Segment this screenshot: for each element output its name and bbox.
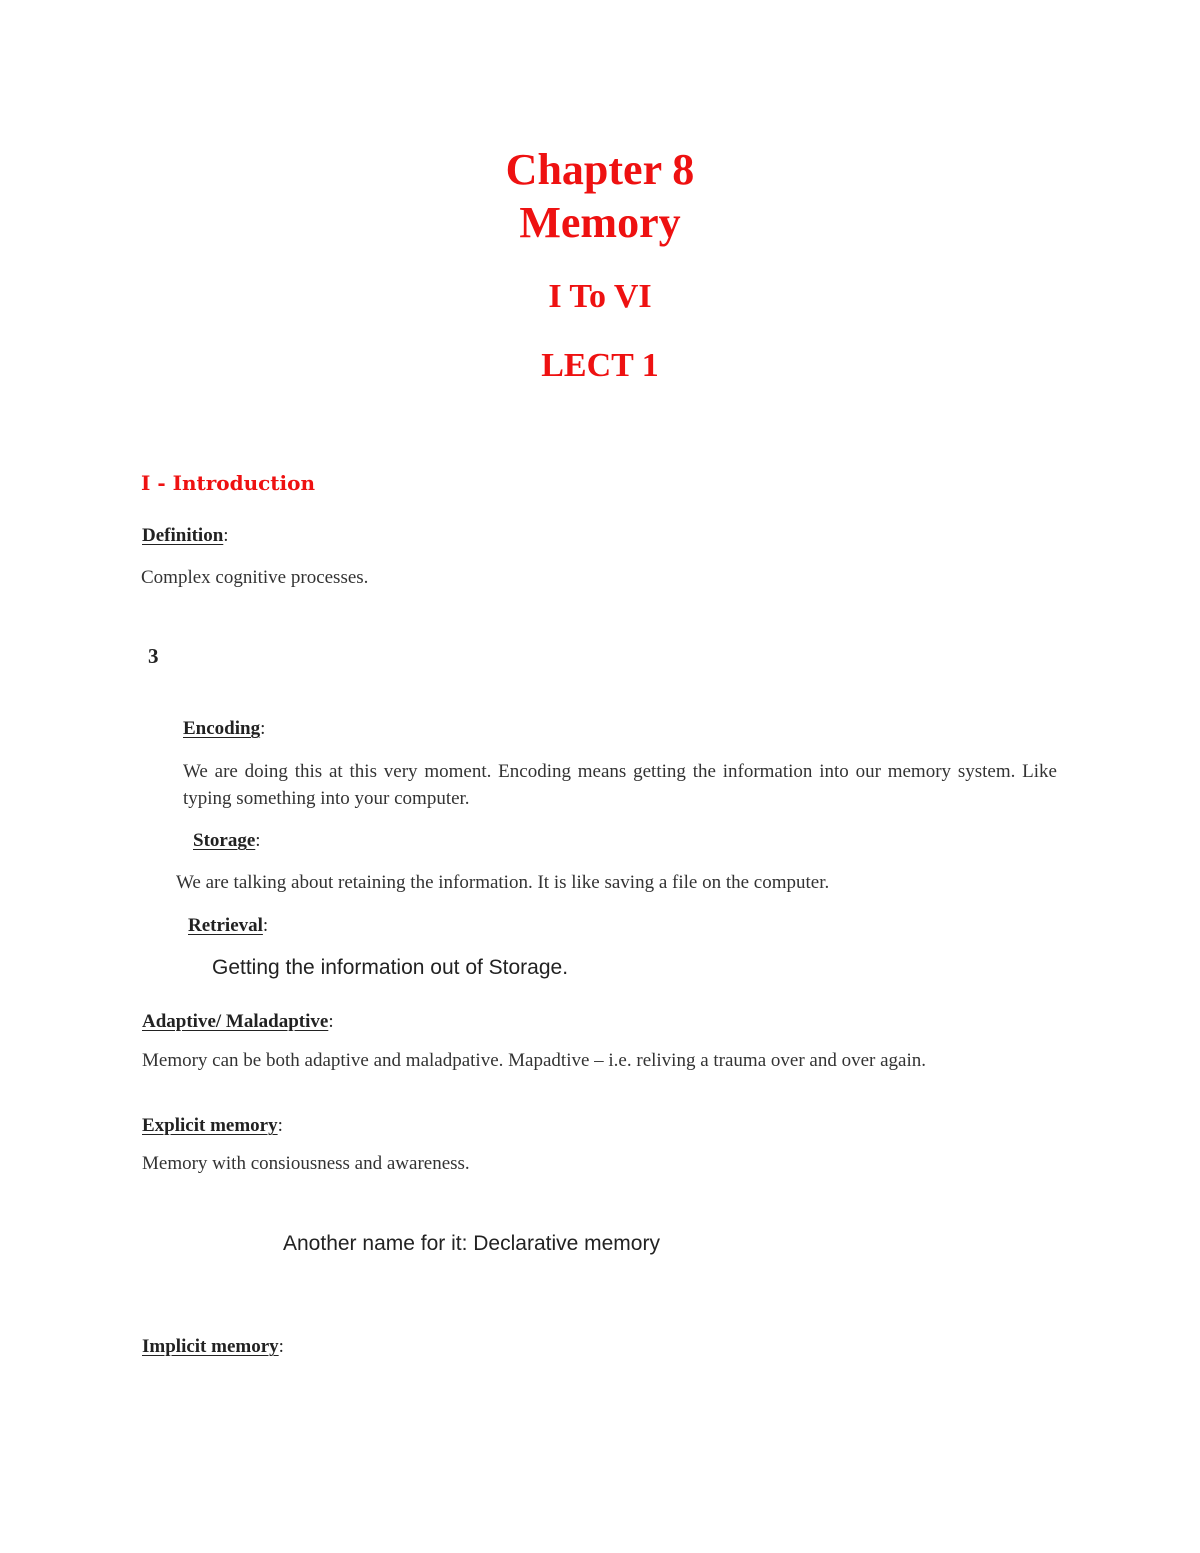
encoding-text: We are doing this at this very moment. Encoding means getting the information into our memory system. Like typing something into your computer. xyxy=(183,761,1057,809)
chapter-subject: Memory xyxy=(519,198,681,247)
storage-text: We are talking about retaining the information. It is like saving a file on the computer. xyxy=(176,872,830,893)
storage-label: Storage xyxy=(193,830,256,851)
adaptive-colon: : xyxy=(328,1011,334,1032)
retrieval-label: Retrieval xyxy=(188,915,263,936)
explicit-colon: : xyxy=(277,1115,283,1136)
section-heading: I - Introduction xyxy=(141,471,316,495)
explicit-note: Another name for it: Declarative memory xyxy=(283,1232,660,1255)
implicit-colon: : xyxy=(278,1336,284,1357)
implicit-label: Implicit memory xyxy=(142,1336,279,1357)
encoding-colon: : xyxy=(260,718,266,739)
chapter-range: I To VI xyxy=(548,278,652,315)
implicit-term xyxy=(142,1337,284,1356)
definition-text: Complex cognitive processes. xyxy=(141,567,369,588)
list-number: 3 xyxy=(148,644,159,668)
lecture-label: LECT 1 xyxy=(541,347,659,384)
definition-colon: : xyxy=(223,525,229,546)
chapter-title: Chapter 8 xyxy=(505,145,695,194)
storage-colon: : xyxy=(255,830,261,851)
explicit-text: Memory with consiousness and awareness. xyxy=(142,1153,470,1174)
retrieval-term xyxy=(188,916,268,935)
explicit-label: Explicit memory xyxy=(142,1115,278,1136)
explicit-term xyxy=(142,1116,283,1135)
adaptive-text: Memory can be both adaptive and maladpative. Mapadtive – i.e. reliving a trauma over and over again. xyxy=(142,1050,926,1071)
definition-term xyxy=(142,526,229,545)
adaptive-term xyxy=(142,1012,334,1031)
encoding-label: Encoding xyxy=(183,718,261,739)
retrieval-text: Getting the information out of Storage. xyxy=(212,956,569,979)
storage-term xyxy=(193,831,261,850)
retrieval-colon: : xyxy=(262,915,269,936)
definition-label: Definition xyxy=(142,525,224,546)
encoding-term xyxy=(183,719,265,738)
adaptive-label: Adaptive/ Maladaptive xyxy=(142,1011,329,1032)
